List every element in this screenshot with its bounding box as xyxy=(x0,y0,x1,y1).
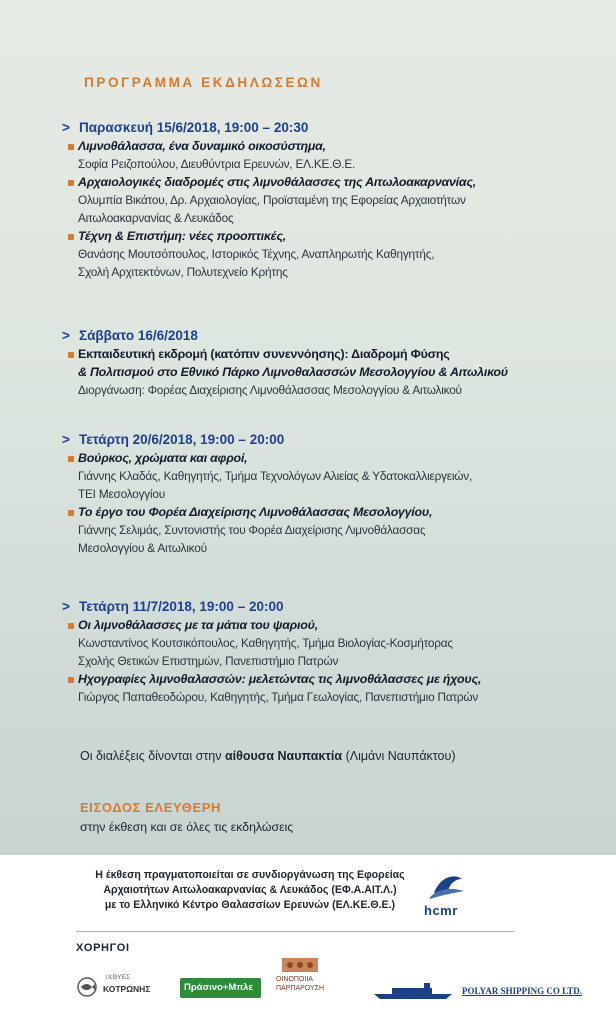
talk-item xyxy=(62,616,481,670)
hcmr-logo-text: hcmr xyxy=(424,903,458,918)
event-date: > Τετάρτη 20/6/2018, 19:00 – 20:00 xyxy=(62,432,285,447)
speaker-line: Θανάσης Μουτσόπουλος, Ιστορικός Τέχνης, Αναπληρωτής Καθηγητής, xyxy=(78,247,435,261)
venue-name: αίθουσα Ναυπακτία xyxy=(224,749,343,763)
talk-title-continued: & Πολιτισμού στο Εθνικό Πάρκο Λιμνοθαλασσών Μεσολογγίου & Αιτωλικού xyxy=(78,365,508,379)
organizer-line: Διοργάνωση: Φορέας Διαχείρισης Λιμνοθάλασσας Μεσολογγίου & Αιτωλικού xyxy=(78,383,462,397)
sponsors-label: ΧΟΡΗΓΟΙ xyxy=(76,942,130,954)
event-section xyxy=(62,430,472,557)
event-date: > Τετάρτη 11/7/2018, 19:00 – 20:00 xyxy=(62,599,284,614)
square-bullet-icon xyxy=(68,456,74,462)
free-entry-note: στην έκθεση και σε όλες τις εκδηλώσεις xyxy=(80,820,294,834)
speaker-line: Γιώργος Παπαθεοδώρου, Καθηγητής, Τμήμα Γεωλογίας, Πανεπιστήμιο Πατρών xyxy=(78,690,479,704)
polyar-shipping-logo: POLYAR SHIPPING CO LTD. xyxy=(372,980,580,1002)
speaker-line: Κωνσταντίνος Κουτσικόπουλος, Καθηγητής, Τμήμα Βιολογίας-Κοσμήτορας xyxy=(78,636,453,650)
talk-title: Οι λιμνοθάλασσες με τα μάτια του ψαριού, xyxy=(78,618,318,632)
talk-item xyxy=(62,449,472,503)
square-bullet-icon xyxy=(68,352,74,358)
speaker-line: Σχολή Αρχιτεκτόνων, Πολυτεχνείο Κρήτης xyxy=(78,265,288,279)
event-section xyxy=(62,118,476,281)
square-bullet-icon xyxy=(68,180,74,186)
speaker-line: Ολυμπία Βικάτου, Δρ. Αρχαιολογίας, Προϊσταμένη της Εφορείας Αρχαιοτήτων xyxy=(78,193,466,207)
prasino-mple-logo: Πράσινο+Μπλε xyxy=(180,978,261,998)
talk-title: Το έργο του Φορέα Διαχείρισης Λιμνοθάλασσας Μεσολογγίου, xyxy=(78,505,433,519)
talk-title: Εκπαιδευτική εκδρομή (κατόπιν συνεννόησης): Διαδρομή Φύσης xyxy=(78,347,450,361)
talk-title: Ηχογραφίες λιμνοθαλασσών: μελετώντας τις λιμνοθάλασσες με ήχους, xyxy=(78,672,482,686)
speaker-line: Σχολής Θετικών Επιστημών, Πανεπιστήμιο Πατρών xyxy=(78,654,339,668)
talk-title: Τέχνη & Επιστήμη: νέες προοπτικές, xyxy=(78,229,287,243)
talk-title: Βούρκος, χρώματα και αφροί, xyxy=(78,451,248,465)
event-section xyxy=(62,326,508,399)
square-bullet-icon xyxy=(68,144,74,150)
collaboration-note: Η έκθεση πραγματοποιείται σε συνδιοργάνωση της Εφορείας Αρχαιοτήτων Αιτωλοακαρνανίας & Λευκάδος (ΕΦ.Α.ΑΙΤ.Λ.) με το Ελληνικό Κέντρο Θαλασσίων Ερευνών (ΕΛ.ΚΕ.Θ.Ε.) xyxy=(95,869,405,911)
divider xyxy=(76,931,514,932)
speaker-line: Γιάννης Κλαδάς, Καθηγητής, Τμήμα Τεχνολόγων Αλιείας & Υδατοκαλλιεργειών, xyxy=(78,469,473,483)
ship-icon xyxy=(372,982,458,1000)
venue-note: Οι διαλέξεις δίνονται στην αίθουσα Ναυπακτία (Λιμάνι Ναυπάκτου) xyxy=(80,749,456,763)
program-heading: ΠΡΟΓΡΑΜΜΑ ΕΚΔΗΛΩΣΕΩΝ xyxy=(84,75,323,90)
talk-title: Αρχαιολογικές διαδρομές στις λιμνοθάλασσες της Αιτωλοακαρνανίας, xyxy=(78,175,477,189)
square-bullet-icon xyxy=(68,623,74,629)
talk-item xyxy=(62,503,472,557)
speaker-line: Γιάννης Σελιμάς, Συντονιστής του Φορέα Διαχείρισης Λιμνοθάλασσας xyxy=(78,523,426,537)
square-bullet-icon xyxy=(68,234,74,240)
talk-item xyxy=(62,345,508,399)
square-bullet-icon xyxy=(68,510,74,516)
talk-item xyxy=(62,227,476,281)
grapes-icon xyxy=(282,956,318,974)
talk-item xyxy=(62,137,476,173)
talk-item xyxy=(62,670,481,706)
chevron-right-icon: > xyxy=(62,432,70,447)
chevron-right-icon: > xyxy=(62,120,70,135)
kotronis-logo: ΙΧΘΥΕΣ ΚΟΤΡΩΝΗΣ xyxy=(76,975,136,999)
event-date: > Σάββατο 16/6/2018 xyxy=(62,328,198,343)
talk-title: Λιμνοθάλασσα, ένα δυναμικό οικοσύστημα, xyxy=(78,139,326,153)
square-bullet-icon xyxy=(68,677,74,683)
chevron-right-icon: > xyxy=(62,328,70,343)
oinopoiia-logo: ΟΙΝΟΠΟΙΙΑ ΠΑΡΠΑΡΟΥΣΗ xyxy=(276,956,358,1001)
event-date: > Παρασκευή 15/6/2018, 19:00 – 20:30 xyxy=(62,120,309,135)
speaker-line: ΤΕΙ Μεσολογγίου xyxy=(78,487,166,501)
speaker-line: Σοφία Ρειζοπούλου, Διευθύντρια Ερευνών, ΕΛ.ΚΕ.Θ.Ε. xyxy=(78,157,356,171)
speaker-line: Αιτωλοακαρνανίας & Λευκάδος xyxy=(78,211,234,225)
speaker-line: Μεσολογγίου & Αιτωλικού xyxy=(78,541,207,555)
talk-item xyxy=(62,173,476,227)
event-section xyxy=(62,597,481,706)
chevron-right-icon: > xyxy=(62,599,70,614)
free-entry-heading: ΕΙΣΟΔΟΣ ΕΛΕΥΘΕΡΗ xyxy=(80,800,221,815)
fish-icon xyxy=(76,977,98,997)
